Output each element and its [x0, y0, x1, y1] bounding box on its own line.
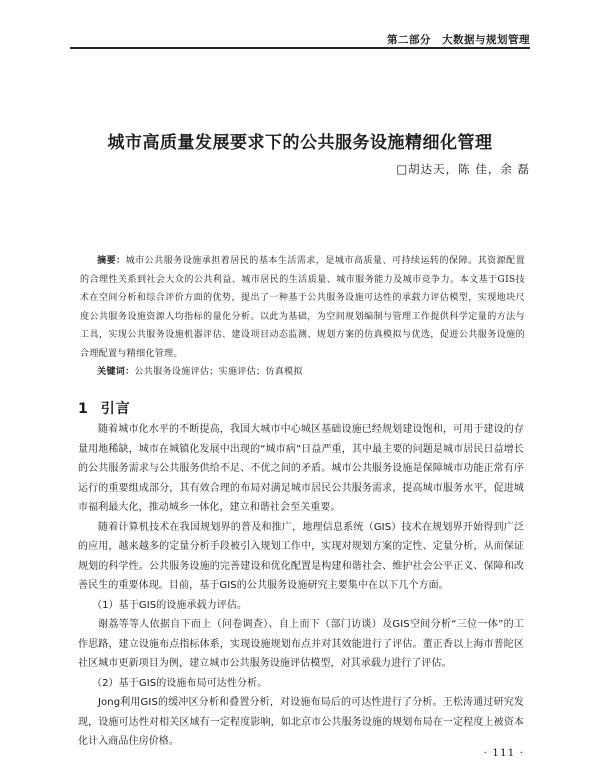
body-text — [78, 420, 524, 752]
keywords — [80, 363, 525, 381]
paragraph: 谢荔等等人依据自下而上（问卷调查）、自上而下（部门访谈）及GIS空间分析“三位一体”的工作思路，建立设施布点指标体系，实现设施规划布点并对其效能进行了评估。董正香以上海市普陀区社区城市更新项目为例，建立城市公共服务设施评估模型，对其承载力进行了评估。 — [78, 619, 524, 669]
page-number: · 111 · — [483, 747, 524, 759]
paragraph: 随着城市化水平的不断提高，我国大城市中心城区基础设施已经规划建设饱和，可用于建设的存量用地稀缺，城市在城镇化发展中出现的“城市病”日益严重，其中最主要的问题是城市居民日益增长的公共服务需求与公共服务供给不足、不优之间的矛盾。城市公共服务设施是保障城市功能正常有序运行的重要组成部分，其有效合理的布局对满足城市居民公共服务需求，提高城市服务水平，促进城市福利最大化，推动城乡一体化，建立和谐社会至关重要。 — [78, 424, 524, 513]
section-number: 1 — [78, 401, 89, 417]
keywords-label: 关键词： — [97, 367, 135, 377]
abstract-text: 城市公共服务设施承担着居民的基本生活需求，是城市高质量、可持续运转的保障。其资源配置的合理性关系到社会大众的公共利益、城市居民的生活质量、城市服务能力及城市竞争力。本文基于GIS技术在空间分析和综合评价方面的优势，提出了一种基于公共服务设施可达性的承载力评估模型，实现地块尺度公共服务设施资源人均指标的量化分析。以此为基础，为空间规划编制与管理工作提供科学定量的方法与工具，实现公共服务设施机器评估、建设项目动态监测、规划方案的仿真模拟与优选，促进公共服务设施的合理配置与精细化管理。 — [80, 256, 525, 359]
section-title: 引言 — [100, 401, 131, 417]
section-heading — [78, 398, 131, 418]
subheading: （1）基于GIS的设施承载力评估。 — [92, 599, 248, 611]
paper-title: 城市高质量发展要求下的公共服务设施精细化管理 — [107, 133, 493, 153]
subheading: （2）基于GIS的设施布局可达性分析。 — [92, 677, 268, 689]
abstract-label: 摘要： — [97, 256, 126, 266]
paragraph: Jong利用GIS的缓冲区分析和叠置分析，对设施布局后的可达性进行了分析。王松涛通过研究发现，设施可达性对相关区域有一定程度影响，如北京市公共服务设施的规划布局在一定程度上被资本化计入商品住房价格。 — [78, 697, 524, 747]
paragraph: 随着计算机技术在我国规划界的普及和推广，地理信息系统（GIS）技术在规划界开始得到广泛的应用，越来越多的定量分析手段被引入规划工作中，实现对规划方案的定性、定量分析，从而保证规划的科学性。公共服务设施的完善建设和优化配置是构建和谐社会、维护社会公平正义、保障和改善民生的重要体现。目前，基于GIS的公共服务设施研究主要集中在以下几个方面。 — [78, 521, 524, 591]
keywords-text: 公共服务设施评估；实施评估；仿真模拟 — [134, 367, 303, 377]
authors: □胡达天，陈 佳，余 磊 — [396, 162, 530, 176]
running-header: 第二部分 大数据与规划管理 — [387, 34, 530, 46]
abstract — [80, 252, 525, 363]
header-rule — [70, 47, 530, 49]
